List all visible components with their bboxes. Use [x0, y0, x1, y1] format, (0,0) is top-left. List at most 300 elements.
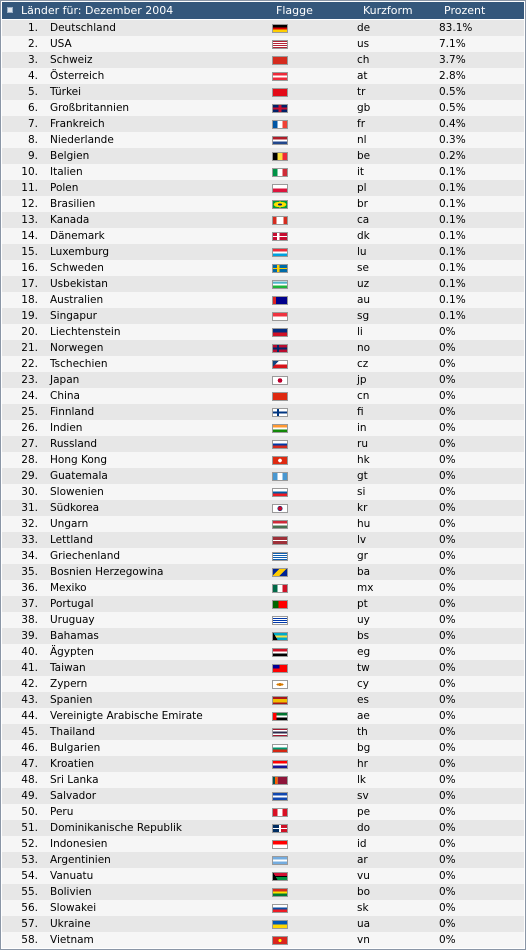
table-row	[2, 788, 524, 804]
row-rank: 39.	[21, 630, 38, 642]
country-percent: 0%	[439, 630, 456, 642]
row-rank: 48.	[21, 774, 38, 786]
country-code: vn	[357, 934, 370, 946]
country-code: no	[357, 342, 371, 354]
country-code: cy	[357, 678, 369, 690]
country-name: Singapur	[50, 310, 97, 322]
country-percent: 0%	[439, 774, 456, 786]
country-percent: 0%	[439, 918, 456, 930]
flag-pt-icon	[272, 600, 288, 609]
table-row	[2, 884, 524, 900]
flag-cz-icon	[272, 360, 288, 369]
row-rank: 3.	[27, 54, 38, 66]
country-name: Niederlande	[50, 134, 114, 146]
table-row	[2, 276, 524, 292]
country-name: Ukraine	[50, 918, 91, 930]
table-row	[2, 244, 524, 260]
table-row	[2, 20, 524, 36]
country-percent: 0.1%	[439, 310, 466, 322]
country-name: Großbritannien	[50, 102, 130, 114]
country-name: Luxemburg	[50, 246, 110, 258]
country-percent: 0%	[439, 678, 456, 690]
country-name: Frankreich	[50, 118, 105, 130]
country-name: Indonesien	[50, 838, 108, 850]
column-header-percent: Prozent	[444, 4, 486, 17]
country-name: Finnland	[50, 406, 95, 418]
flag-sg-icon	[272, 312, 288, 321]
country-name: Griechenland	[50, 550, 121, 562]
country-code: sg	[357, 310, 370, 322]
country-name: Thailand	[50, 726, 96, 738]
country-percent: 0%	[439, 374, 456, 386]
table-row	[2, 804, 524, 820]
row-rank: 52.	[21, 838, 38, 850]
table-body	[2, 20, 524, 948]
row-rank: 43.	[21, 694, 38, 706]
flag-de-icon	[272, 24, 288, 33]
row-rank: 24.	[21, 390, 38, 402]
flag-pe-icon	[272, 808, 288, 817]
flag-uy-icon	[272, 616, 288, 625]
table-row	[2, 660, 524, 676]
row-rank: 56.	[21, 902, 38, 914]
country-percent: 0%	[439, 790, 456, 802]
country-percent: 0%	[439, 902, 456, 914]
table-row	[2, 420, 524, 436]
flag-ua-icon	[272, 920, 288, 929]
country-name: Argentinien	[50, 854, 111, 866]
flag-th-icon	[272, 728, 288, 737]
country-percent: 0%	[439, 534, 456, 546]
table-row	[2, 468, 524, 484]
country-name: Guatemala	[50, 470, 108, 482]
country-name: Tschechien	[50, 358, 108, 370]
row-rank: 45.	[21, 726, 38, 738]
flag-do-icon	[272, 824, 288, 833]
row-rank: 23.	[21, 374, 38, 386]
country-code: se	[357, 262, 369, 274]
country-percent: 0.1%	[439, 166, 466, 178]
country-percent: 0%	[439, 822, 456, 834]
country-percent: 0.1%	[439, 182, 466, 194]
country-code: gt	[357, 470, 368, 482]
flag-gr-icon	[272, 552, 288, 561]
flag-sv-icon	[272, 792, 288, 801]
country-percent: 0%	[439, 390, 456, 402]
country-name: Polen	[50, 182, 79, 194]
table-row	[2, 36, 524, 52]
row-rank: 51.	[21, 822, 38, 834]
table-row	[2, 388, 524, 404]
table-row	[2, 308, 524, 324]
row-rank: 9.	[27, 150, 38, 162]
country-name: Ägypten	[50, 646, 94, 658]
table-row	[2, 628, 524, 644]
country-code: ru	[357, 438, 368, 450]
country-code: sk	[357, 902, 369, 914]
table-row	[2, 852, 524, 868]
country-name: Taiwan	[50, 662, 86, 674]
country-percent: 0%	[439, 582, 456, 594]
table-row	[2, 436, 524, 452]
country-percent: 0%	[439, 758, 456, 770]
table-row	[2, 116, 524, 132]
flag-tr-icon	[272, 88, 288, 97]
table-row	[2, 532, 524, 548]
country-percent: 0%	[439, 934, 456, 946]
row-rank: 4.	[27, 70, 38, 82]
country-name: Türkei	[50, 86, 82, 98]
row-rank: 46.	[21, 742, 38, 754]
country-name: Uruguay	[50, 614, 95, 626]
flag-es-icon	[272, 696, 288, 705]
country-percent: 3.7%	[439, 54, 466, 66]
country-code: es	[357, 694, 369, 706]
country-code: bo	[357, 886, 371, 898]
table-row	[2, 756, 524, 772]
flag-ru-icon	[272, 440, 288, 449]
row-rank: 6.	[27, 102, 38, 114]
country-name: Portugal	[50, 598, 94, 610]
country-name: Belgien	[50, 150, 90, 162]
row-rank: 15.	[21, 246, 38, 258]
country-name: Mexiko	[50, 582, 87, 594]
country-name: Schweden	[50, 262, 104, 274]
country-name: China	[50, 390, 80, 402]
country-name: Bulgarien	[50, 742, 101, 754]
country-name: Kanada	[50, 214, 90, 226]
country-name: Lettland	[50, 534, 94, 546]
country-name: Vereinigte Arabische Emirate	[50, 710, 203, 722]
country-percent: 7.1%	[439, 38, 466, 50]
country-percent: 0%	[439, 566, 456, 578]
table-header	[2, 2, 524, 19]
flag-bo-icon	[272, 888, 288, 897]
country-percent: 0%	[439, 806, 456, 818]
country-percent: 2.8%	[439, 70, 466, 82]
country-percent: 0%	[439, 358, 456, 370]
country-percent: 0%	[439, 742, 456, 754]
country-percent: 0.1%	[439, 230, 466, 242]
country-name: Zypern	[50, 678, 88, 690]
table-row	[2, 292, 524, 308]
table-row	[2, 916, 524, 932]
country-code: sv	[357, 790, 369, 802]
country-code: gr	[357, 550, 368, 562]
country-code: dk	[357, 230, 370, 242]
country-name: Peru	[50, 806, 74, 818]
column-header-flag: Flagge	[276, 4, 313, 17]
flag-fr-icon	[272, 120, 288, 129]
row-rank: 49.	[21, 790, 38, 802]
flag-si-icon	[272, 488, 288, 497]
country-code: bg	[357, 742, 371, 754]
row-rank: 44.	[21, 710, 38, 722]
flag-no-icon	[272, 344, 288, 353]
row-rank: 50.	[21, 806, 38, 818]
flag-ar-icon	[272, 856, 288, 865]
flag-vu-icon	[272, 872, 288, 881]
row-rank: 38.	[21, 614, 38, 626]
table-row	[2, 548, 524, 564]
row-rank: 11.	[21, 182, 38, 194]
flag-bs-icon	[272, 632, 288, 641]
table-row	[2, 452, 524, 468]
flag-li-icon	[272, 328, 288, 337]
country-code: id	[357, 838, 367, 850]
country-code: ae	[357, 710, 370, 722]
country-name: Usbekistan	[50, 278, 108, 290]
table-row	[2, 596, 524, 612]
country-name: Hong Kong	[50, 454, 108, 466]
row-rank: 2.	[27, 38, 38, 50]
row-rank: 16.	[21, 262, 38, 274]
flag-kr-icon	[272, 504, 288, 513]
row-rank: 14.	[21, 230, 38, 242]
country-code: ba	[357, 566, 371, 578]
country-code: tw	[357, 662, 370, 674]
country-code: lv	[357, 534, 367, 546]
country-name: Dominikanische Republik	[50, 822, 183, 834]
country-name: Australien	[50, 294, 104, 306]
flag-at-icon	[272, 72, 288, 81]
country-percent: 0.1%	[439, 246, 466, 258]
country-name: Sri Lanka	[50, 774, 99, 786]
flag-dk-icon	[272, 232, 288, 241]
country-percent: 0%	[439, 854, 456, 866]
table-row	[2, 52, 524, 68]
flag-ch-icon	[272, 56, 288, 65]
table-row	[2, 612, 524, 628]
flag-au-icon	[272, 296, 288, 305]
flag-hr-icon	[272, 760, 288, 769]
row-rank: 20.	[21, 326, 38, 338]
country-code: ua	[357, 918, 371, 930]
country-code: do	[357, 822, 371, 834]
flag-vn-icon	[272, 936, 288, 945]
table-row	[2, 724, 524, 740]
country-code: nl	[357, 134, 367, 146]
country-name: Österreich	[50, 70, 105, 82]
flag-us-icon	[272, 40, 288, 49]
country-code: fr	[357, 118, 366, 130]
row-rank: 5.	[27, 86, 38, 98]
country-name: Deutschland	[50, 22, 116, 34]
flag-hk-icon	[272, 456, 288, 465]
row-rank: 17.	[21, 278, 38, 290]
country-percent: 0.1%	[439, 278, 466, 290]
country-name: Bosnien Herzegowina	[50, 566, 164, 578]
country-code: ar	[357, 854, 368, 866]
flag-in-icon	[272, 424, 288, 433]
row-rank: 1.	[27, 22, 38, 34]
table-row	[2, 356, 524, 372]
country-code: hr	[357, 758, 368, 770]
country-code: li	[357, 326, 363, 338]
row-rank: 36.	[21, 582, 38, 594]
country-percent: 0%	[439, 454, 456, 466]
country-name: Indien	[50, 422, 83, 434]
country-code: au	[357, 294, 371, 306]
flag-lu-icon	[272, 248, 288, 257]
table-row	[2, 644, 524, 660]
row-rank: 19.	[21, 310, 38, 322]
country-name: Vanuatu	[50, 870, 94, 882]
country-percent: 0.1%	[439, 262, 466, 274]
country-percent: 0%	[439, 646, 456, 658]
table-row	[2, 868, 524, 884]
table-row	[2, 260, 524, 276]
country-code: uz	[357, 278, 370, 290]
row-rank: 29.	[21, 470, 38, 482]
flag-gt-icon	[272, 472, 288, 481]
row-rank: 53.	[21, 854, 38, 866]
country-code: hk	[357, 454, 370, 466]
country-code: be	[357, 150, 371, 162]
country-percent: 0%	[439, 838, 456, 850]
country-percent: 0%	[439, 598, 456, 610]
table-row	[2, 500, 524, 516]
table-row	[2, 708, 524, 724]
row-rank: 26.	[21, 422, 38, 434]
country-name: Bahamas	[50, 630, 99, 642]
column-header-code: Kurzform	[363, 4, 413, 17]
table-row	[2, 580, 524, 596]
row-rank: 28.	[21, 454, 38, 466]
country-code: gb	[357, 102, 371, 114]
country-percent: 0%	[439, 342, 456, 354]
row-rank: 58.	[21, 934, 38, 946]
flag-lk-icon	[272, 776, 288, 785]
flag-nl-icon	[272, 136, 288, 145]
country-code: de	[357, 22, 371, 34]
row-rank: 42.	[21, 678, 38, 690]
row-rank: 35.	[21, 566, 38, 578]
table-row	[2, 84, 524, 100]
country-name: Spanien	[50, 694, 93, 706]
country-code: pt	[357, 598, 368, 610]
country-percent: 0%	[439, 326, 456, 338]
flag-cn-icon	[272, 392, 288, 401]
table-row	[2, 404, 524, 420]
country-name: Bolivien	[50, 886, 92, 898]
country-percent: 0%	[439, 886, 456, 898]
country-name: Kroatien	[50, 758, 94, 770]
table-row	[2, 740, 524, 756]
country-code: br	[357, 198, 368, 210]
country-code: cz	[357, 358, 369, 370]
flag-ba-icon	[272, 568, 288, 577]
row-rank: 54.	[21, 870, 38, 882]
country-name: USA	[50, 38, 72, 50]
row-rank: 21.	[21, 342, 38, 354]
flag-ca-icon	[272, 216, 288, 225]
row-rank: 13.	[21, 214, 38, 226]
table-row	[2, 820, 524, 836]
country-name: Salvador	[50, 790, 97, 802]
country-percent: 0%	[439, 550, 456, 562]
row-rank: 55.	[21, 886, 38, 898]
table-row	[2, 212, 524, 228]
country-code: jp	[357, 374, 367, 386]
table-row	[2, 484, 524, 500]
row-rank: 47.	[21, 758, 38, 770]
country-percent: 0%	[439, 422, 456, 434]
country-percent: 0.3%	[439, 134, 466, 146]
table-row	[2, 340, 524, 356]
flag-hu-icon	[272, 520, 288, 529]
country-name: Slowakei	[50, 902, 97, 914]
country-percent: 0.4%	[439, 118, 466, 130]
country-code: kr	[357, 502, 368, 514]
table-row	[2, 228, 524, 244]
country-code: uy	[357, 614, 370, 626]
flag-bg-icon	[272, 744, 288, 753]
country-code: ch	[357, 54, 370, 66]
flag-eg-icon	[272, 648, 288, 657]
country-code: tr	[357, 86, 366, 98]
country-code: hu	[357, 518, 371, 530]
flag-pl-icon	[272, 184, 288, 193]
table-row	[2, 100, 524, 116]
country-name: Südkorea	[50, 502, 100, 514]
flag-it-icon	[272, 168, 288, 177]
country-percent: 0%	[439, 870, 456, 882]
country-code: bs	[357, 630, 370, 642]
flag-lv-icon	[272, 536, 288, 545]
table-row	[2, 692, 524, 708]
row-rank: 8.	[27, 134, 38, 146]
flag-fi-icon	[272, 408, 288, 417]
country-name: Ungarn	[50, 518, 89, 530]
flag-jp-icon	[272, 376, 288, 385]
country-name: Slowenien	[50, 486, 104, 498]
country-percent: 0%	[439, 470, 456, 482]
country-percent: 0%	[439, 518, 456, 530]
table-row	[2, 324, 524, 340]
row-rank: 30.	[21, 486, 38, 498]
table-row	[2, 516, 524, 532]
table-row	[2, 164, 524, 180]
header-square-icon	[7, 7, 13, 13]
row-rank: 22.	[21, 358, 38, 370]
row-rank: 10.	[21, 166, 38, 178]
country-name: Japan	[50, 374, 80, 386]
country-name: Norwegen	[50, 342, 104, 354]
country-name: Russland	[50, 438, 98, 450]
row-rank: 41.	[21, 662, 38, 674]
country-code: lk	[357, 774, 366, 786]
row-rank: 32.	[21, 518, 38, 530]
flag-mx-icon	[272, 584, 288, 593]
country-percent: 0%	[439, 726, 456, 738]
table-row	[2, 564, 524, 580]
country-code: ca	[357, 214, 370, 226]
country-name: Italien	[50, 166, 83, 178]
country-name: Vietnam	[50, 934, 94, 946]
country-code: eg	[357, 646, 371, 658]
table-row	[2, 772, 524, 788]
country-percent: 0%	[439, 406, 456, 418]
country-name: Liechtenstein	[50, 326, 121, 338]
table-row	[2, 148, 524, 164]
flag-id-icon	[272, 840, 288, 849]
country-code: us	[357, 38, 370, 50]
country-percent: 0%	[439, 438, 456, 450]
country-code: fi	[357, 406, 364, 418]
flag-tw-icon	[272, 664, 288, 673]
row-rank: 31.	[21, 502, 38, 514]
